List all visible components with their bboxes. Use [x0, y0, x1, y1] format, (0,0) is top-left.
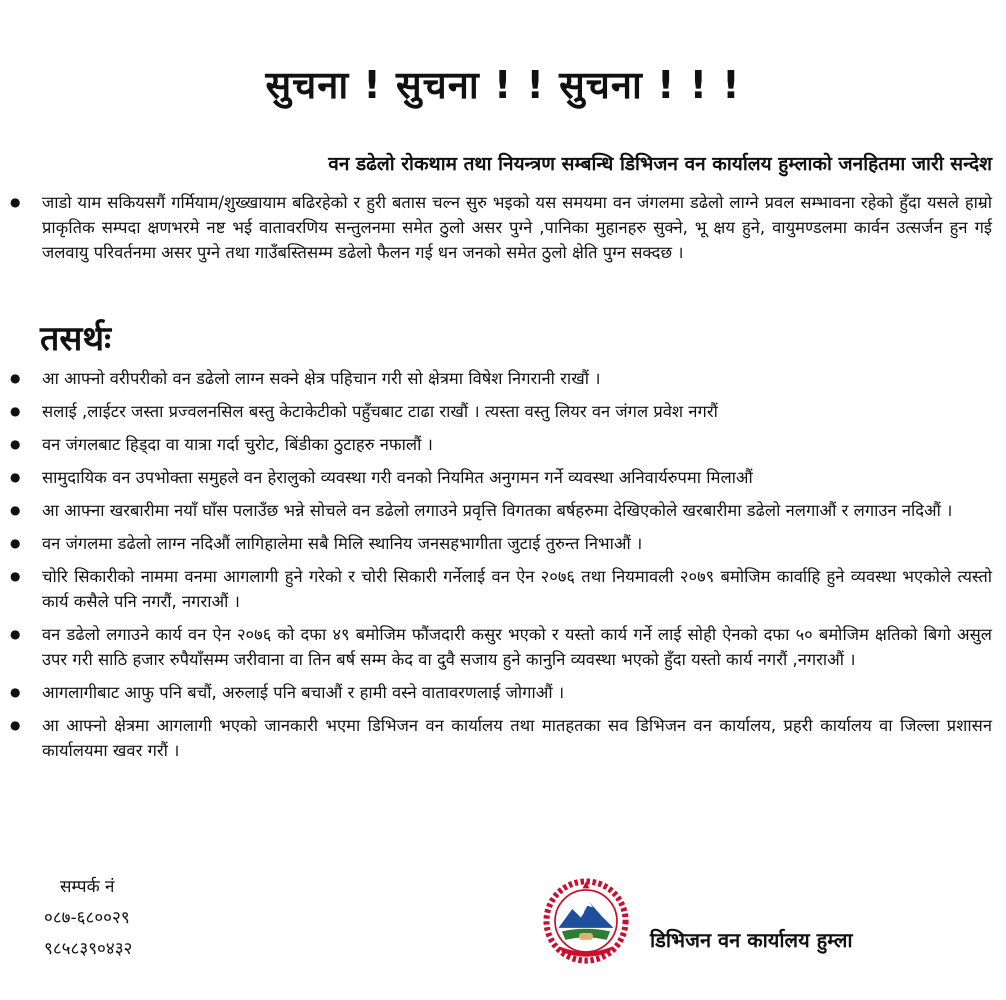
list-item: ● वन जंगलबाट हिड्दा वा यात्रा गर्दा चुरोट, बिंडीका ठुटाहरु नफालौं । [10, 432, 992, 457]
list-item: ● सलाई ,लाईटर जस्ता प्रज्वलनसिल बस्तु केटाकेटीको पहुँचबाट टाढा राखौं । त्यस्ता वस्तु लियर वन जंगल प्रवेश नगरौं [10, 399, 992, 424]
intro-paragraph: ● जाडो याम सकियसगैं गर्मियाम/शुख्खायाम बढिरहेको र हुरी बतास चल्न सुरु भइको यस समयमा वन जंगलमा डढेलो लाग्ने प्रवल सम्भावना रहेको हुँदा यसले हाम्रो प्राकृतिक सम्पदा क्षणभरमे नष्ट भई वातावरणिय सन्तुलनमा समेत ठुलो असर पुग्ने ,पानिका मुहानहरु सुक्ने, भू क्षय हुने, वायुमण्डलमा कार्वन उत्सर्जन हुन गई जलवायु परिवर्तनमा असर पुग्ने तथा गाउँबस्तिसम्म डढेलो फैलन गई धन जनको समेत ठुलो क्षेति पुग्न सक्दछ । [10, 190, 992, 265]
contact-phone-2: ९८५८३९०४३२ [44, 939, 133, 959]
instruction-list [10, 366, 992, 771]
contact-label: सम्पर्क नं [60, 877, 115, 897]
list-item: ● आ आफ्नो क्षेत्रमा आगलागी भएको जानकारी भएमा डिभिजन वन कार्यालय तथा मातहतका सव डिभिजन वन कार्यालय, प्रहरी कार्यालय वा जिल्ला प्रशासन कार्यालयमा खवर गरौं । [10, 713, 992, 763]
nepal-government-emblem-icon [543, 878, 629, 964]
list-item: ● सामुदायिक वन उपभोक्ता समुहले वन हेरालुको व्यवस्था गरी वनको नियमित अनुगमन गर्ने व्यवस्था अनिवार्यरुपमा मिलाऔं [10, 465, 992, 490]
contact-block [44, 872, 132, 965]
list-item: ● आगलागीबाट आफु पनि बचौं, अरुलाई पनि बचाऔं र हामी वस्ने वातावरणलाई जोगाऔं । [10, 680, 992, 705]
list-item: ● आ आफ्ना खरबारीमा नयाँ घाँस पलाउँछ भन्ने सोचले वन डढेलो लगाउने प्रवृत्ति विगतका बर्षहरुमा देखिएकोले खरबारीमा डढेलो नलगाऔं र लगाउन नदिऔं । [10, 498, 992, 523]
intro-section [10, 190, 992, 273]
contact-phone-1: ०८७-६८००२९ [44, 908, 130, 928]
office-name: डिभिजन वन कार्यालय हुम्ला [650, 928, 853, 952]
list-item: ● आ आफ्नो वरीपरीको वन डढेलो लाग्न सक्ने क्षेत्र पहिचान गरी सो क्षेत्रमा विषेश निगरानी राखौं । [10, 366, 992, 391]
list-item: ● वन डढेलो लगाउने कार्य वन ऐन २०७६ को दफा ४९ बमोजिम फौंजदारी कसुर भएको र यस्तो कार्य गर्ने लाई सोही ऐनको दफा ५० बमोजिम क्षतिको बिगो असुल उपर गरी साठि हजार रुपैयाँसम्म जरीवाना वा तिन बर्ष सम्म केद वा दुवै सजाय हुने कानुनि व्यवस्था भएको हुँदा यस्तो कार्य नगरौं ,नगराऔं । [10, 622, 992, 672]
therefore-heading: तसर्थः [40, 319, 111, 359]
list-item: ● वन जंगलमा डढेलो लाग्न नदिऔं लागिहालेमा सबै मिलि स्थानिय जनसहभागीता जुटाई तुरुन्त निभाऔं । [10, 531, 992, 556]
list-item: ● चोरि सिकारीको नाममा वनमा आगलागी हुने गरेको र चोरी सिकारी गर्नेलाई वन ऐन २०७६ तथा नियमावली २०७९ बमोजिम कार्वाहि हुने व्यवस्था भएकोले त्यस्तो कार्य कसैले पनि नगरौं, नगराऔं । [10, 564, 992, 614]
notice-title: सुचना ! सुचना ! ! सुचना ! ! ! [265, 63, 741, 107]
notice-subtitle: वन डढेलो रोकथाम तथा नियन्त्रण सम्बन्धि डिभिजन वन कार्यालय हुम्लाको जनहितमा जारी सन्देश [328, 153, 992, 175]
